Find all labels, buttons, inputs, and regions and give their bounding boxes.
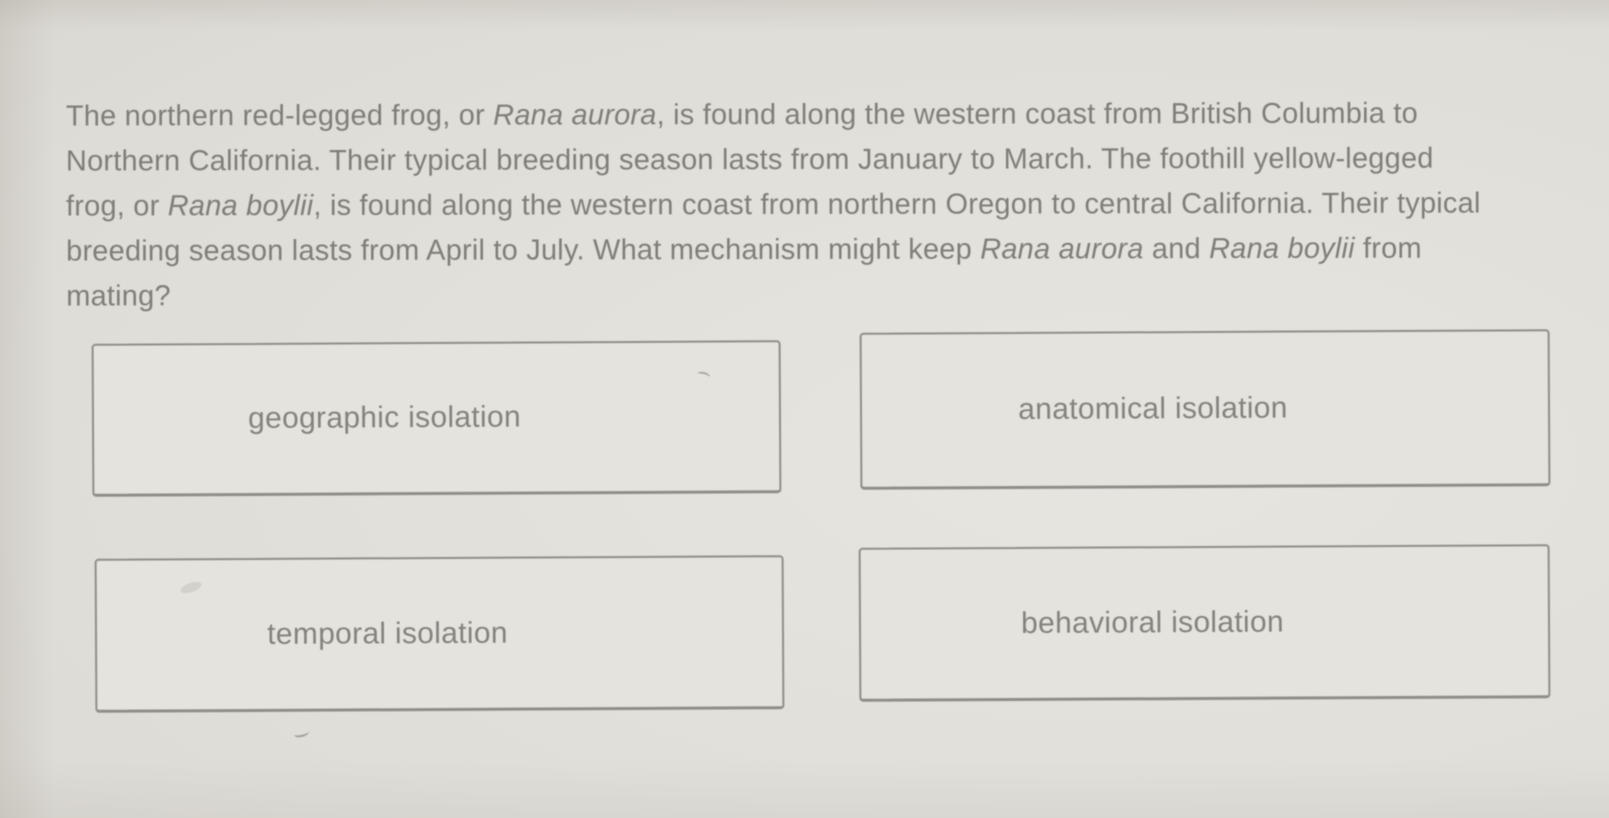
species-name: Rana boylii — [167, 189, 314, 223]
species-name: Rana aurora — [980, 233, 1144, 266]
question-text — [66, 92, 1494, 320]
answer-option-label: behavioral isolation — [1020, 605, 1285, 640]
pen-tick-icon — [294, 728, 310, 738]
species-name: Rana boylii — [1209, 232, 1355, 266]
species-name: Rana aurora — [493, 99, 657, 132]
question-text-segment: , is found along the western coast from northern Oregon to central California. Their typical breeding season lasts from April to July. What mechanism might keep — [66, 187, 1481, 268]
answer-option-behavioral-isolation[interactable] — [859, 544, 1551, 702]
question-text-segment: from mating? — [66, 232, 1422, 313]
question-text-segment: The northern red-legged frog, or — [65, 99, 494, 133]
question-text-segment: and — [1143, 233, 1210, 266]
answer-option-geographic-isolation[interactable] — [92, 340, 782, 497]
answer-option-label: temporal isolation — [267, 616, 508, 651]
answer-option-anatomical-isolation[interactable] — [860, 329, 1551, 490]
answer-option-label: anatomical isolation — [1018, 391, 1288, 426]
question-text-segment: , is found along the western coast from British Columbia to Northern California. Their typical breeding season lasts from January to March. The foothill yellow-legged frog, or — [65, 97, 1434, 223]
answer-option-label: geographic isolation — [247, 400, 522, 435]
answer-option-temporal-isolation[interactable] — [95, 555, 785, 713]
